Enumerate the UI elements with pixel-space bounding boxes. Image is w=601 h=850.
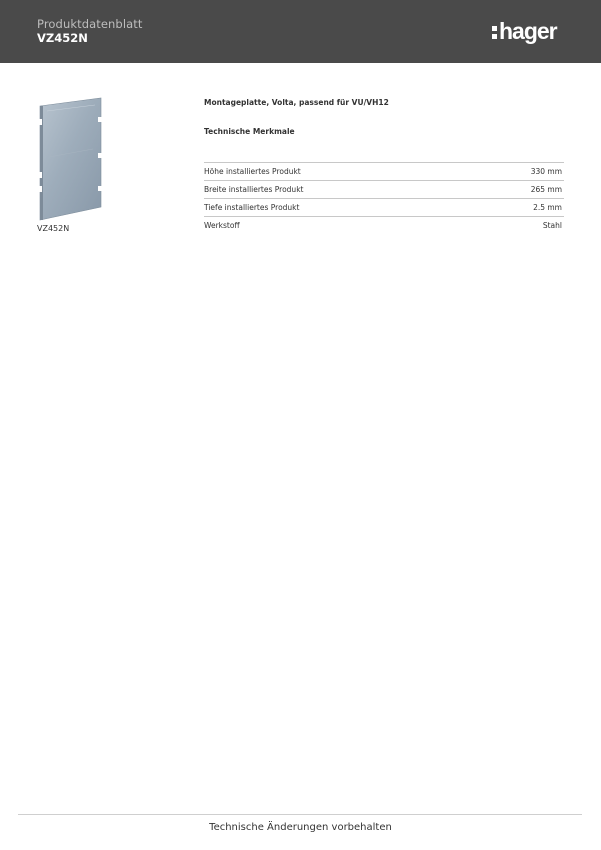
spec-value: Stahl — [542, 221, 562, 230]
spec-row — [204, 217, 564, 234]
spec-table — [204, 162, 564, 234]
spec-value: 2.5 mm — [533, 203, 562, 212]
spec-row — [204, 199, 564, 217]
spec-label: Werkstoff — [204, 221, 240, 230]
document-type: Produktdatenblatt — [37, 17, 143, 31]
logo-text: hager — [499, 17, 557, 44]
spec-value: 265 mm — [530, 185, 562, 194]
image-caption: VZ452N — [37, 224, 70, 233]
spec-value: 330 mm — [530, 167, 562, 176]
footer-divider — [18, 814, 582, 815]
section-title: Technische Merkmale — [204, 127, 295, 136]
product-title: Montageplatte, Volta, passend für VU/VH12 — [204, 98, 389, 107]
product-image — [37, 97, 103, 221]
spec-label: Tiefe installiertes Produkt — [204, 203, 300, 212]
spec-row — [204, 181, 564, 199]
spec-row — [204, 163, 564, 181]
spec-label: Höhe installiertes Produkt — [204, 167, 301, 176]
product-code: VZ452N — [37, 31, 88, 45]
hager-logo — [492, 17, 557, 45]
page-header — [0, 0, 601, 63]
footer-text: Technische Änderungen vorbehalten — [209, 822, 392, 833]
spec-label: Breite installiertes Produkt — [204, 185, 304, 194]
logo-colon-icon — [492, 21, 497, 41]
